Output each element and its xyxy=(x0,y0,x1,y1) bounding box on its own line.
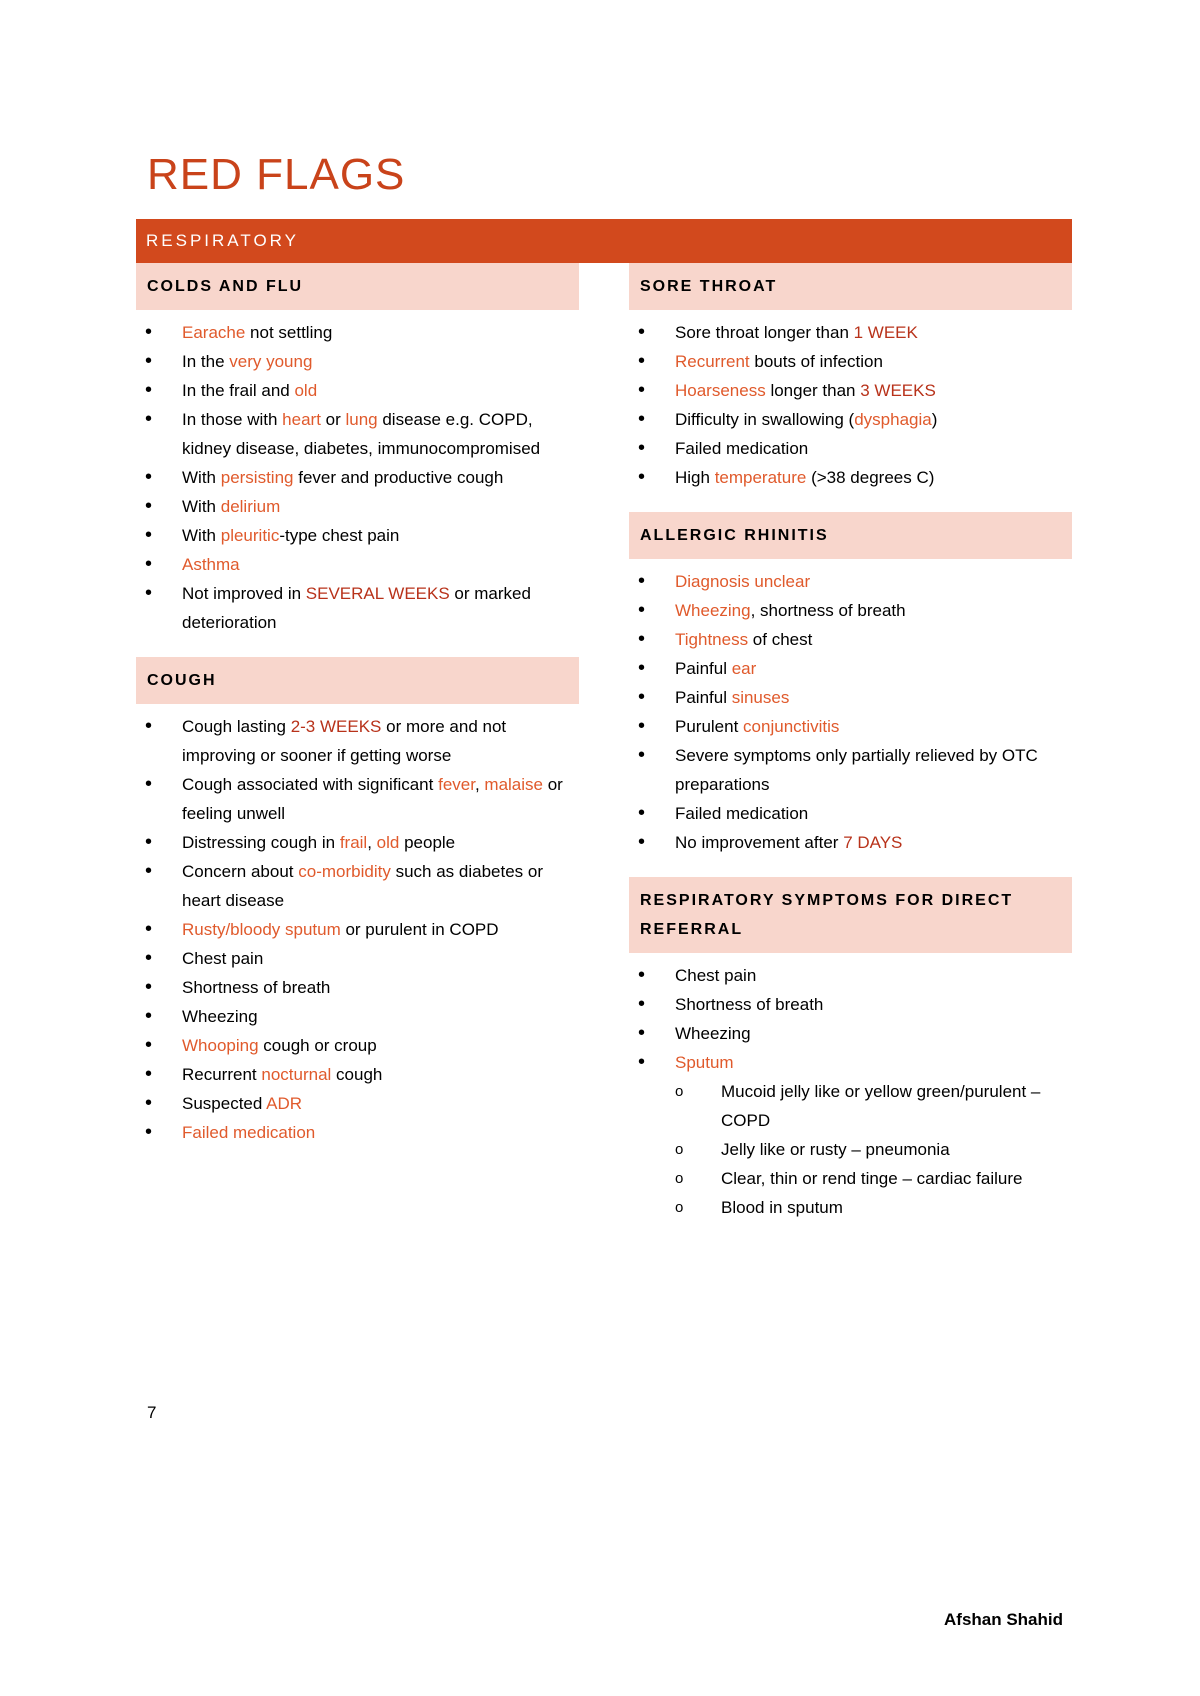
highlighted-term: Tightness xyxy=(675,630,749,649)
item-text: Distressing cough in xyxy=(182,833,340,852)
highlighted-term: 3 WEEKS xyxy=(860,381,936,400)
highlighted-term: Earache xyxy=(182,323,246,342)
colds-flu-list xyxy=(136,318,579,637)
item-text: Painful xyxy=(675,688,732,707)
highlighted-term: frail xyxy=(339,833,368,852)
item-text: Shortness of breath xyxy=(182,978,331,997)
list-item xyxy=(136,1118,579,1147)
item-text: Wheezing xyxy=(675,1024,751,1043)
list-item xyxy=(136,376,579,405)
sputum-sub-list xyxy=(675,1077,1072,1222)
item-text: not settling xyxy=(245,323,333,342)
highlighted-term: 2-3 WEEKS xyxy=(290,717,382,736)
highlighted-term: Hoarseness xyxy=(675,381,766,400)
left-column xyxy=(136,263,579,1147)
item-text: Cough associated with significant xyxy=(182,775,439,794)
list-item xyxy=(629,318,1072,347)
highlighted-term: 7 DAYS xyxy=(843,833,903,852)
item-text: In those with xyxy=(182,410,283,429)
highlighted-term: Whooping xyxy=(182,1036,259,1055)
sub-list-item: o Blood in sputum xyxy=(675,1193,1072,1222)
list-item xyxy=(629,1019,1072,1048)
item-text: -type chest pain xyxy=(279,526,400,545)
highlighted-term: nocturnal xyxy=(261,1065,332,1084)
item-text: No improvement after xyxy=(675,833,844,852)
item-text: Failed medication xyxy=(675,439,809,458)
highlighted-term: Diagnosis unclear xyxy=(675,572,811,591)
item-text: Sore throat longer than xyxy=(675,323,854,342)
list-item xyxy=(136,1060,579,1089)
item-text: With xyxy=(182,497,221,516)
item-text: people xyxy=(399,833,456,852)
item-text: fever and productive cough xyxy=(293,468,504,487)
cough-list xyxy=(136,712,579,1147)
list-item xyxy=(629,961,1072,990)
list-item xyxy=(629,347,1072,376)
list-item xyxy=(136,1031,579,1060)
list-item xyxy=(136,828,579,857)
highlighted-term: very young xyxy=(229,352,313,371)
list-item xyxy=(629,712,1072,741)
item-text: or xyxy=(320,410,346,429)
item-text: Difficulty in swallowing ( xyxy=(675,410,855,429)
item-text: Chest pain xyxy=(675,966,757,985)
list-item xyxy=(136,318,579,347)
list-item xyxy=(136,579,579,637)
item-text: High xyxy=(675,468,715,487)
list-item xyxy=(629,741,1072,799)
item-text: Wheezing xyxy=(182,1007,258,1026)
item-text: , xyxy=(474,775,485,794)
item-text: such as diabetes or heart disease xyxy=(182,862,543,910)
highlighted-term: Rusty/bloody sputum xyxy=(182,920,341,939)
list-item xyxy=(136,915,579,944)
sub-list-item: o Clear, thin or rend tinge – cardiac failure xyxy=(675,1164,1072,1193)
item-text: Chest pain xyxy=(182,949,264,968)
item-text: In the xyxy=(182,352,230,371)
item-text: Concern about xyxy=(182,862,299,881)
list-item xyxy=(136,973,579,1002)
sub-list-item: o Jelly like or rusty – pneumonia xyxy=(675,1135,1072,1164)
highlighted-term: Recurrent xyxy=(675,352,750,371)
list-item xyxy=(629,625,1072,654)
item-text: Suspected xyxy=(182,1094,267,1113)
section-heading-cough: COUGH xyxy=(136,657,579,704)
item-text: Severe symptoms only partially relieved by OTC preparations xyxy=(675,746,1038,794)
highlighted-term: 1 WEEK xyxy=(853,323,918,342)
sore-throat-list xyxy=(629,318,1072,492)
list-item xyxy=(136,712,579,770)
highlighted-term: lung xyxy=(345,410,378,429)
list-item xyxy=(629,990,1072,1019)
item-text: (>38 degrees C) xyxy=(806,468,935,487)
list-item xyxy=(136,405,579,463)
item-text: Recurrent xyxy=(182,1065,262,1084)
list-item xyxy=(136,770,579,828)
item-text: Cough lasting xyxy=(182,717,291,736)
list-item xyxy=(136,1089,579,1118)
item-text: or marked deterioration xyxy=(182,584,531,632)
highlighted-term: sinuses xyxy=(731,688,790,707)
page-number: 7 xyxy=(147,1403,157,1422)
list-item xyxy=(629,567,1072,596)
item-text: or more and not improving or sooner if getting worse xyxy=(182,717,507,765)
item-text: Shortness of breath xyxy=(675,995,824,1014)
highlighted-term: persisting xyxy=(220,468,294,487)
item-text: disease e.g. COPD, kidney disease, diabetes, immunocompromised xyxy=(182,410,541,458)
item-text: Not improved in xyxy=(182,584,306,603)
list-item xyxy=(629,828,1072,857)
item-text: of chest xyxy=(748,630,813,649)
item-text: longer than xyxy=(765,381,861,400)
highlighted-term: old xyxy=(294,381,318,400)
list-item xyxy=(136,944,579,973)
highlighted-term: heart xyxy=(282,410,321,429)
highlighted-term: Sputum xyxy=(675,1053,734,1072)
highlighted-term: SEVERAL WEEKS xyxy=(305,584,450,603)
list-item xyxy=(136,463,579,492)
list-item xyxy=(136,550,579,579)
highlighted-term: dysphagia xyxy=(854,410,932,429)
item-text: , shortness of breath xyxy=(750,601,906,620)
list-item xyxy=(629,654,1072,683)
item-text: cough or croup xyxy=(258,1036,377,1055)
sub-list-item: o Mucoid jelly like or yellow green/purulent – COPD xyxy=(675,1077,1072,1135)
highlighted-term: ear xyxy=(731,659,757,678)
list-item xyxy=(629,683,1072,712)
section-heading-colds-flu: COLDS AND FLU xyxy=(136,263,579,310)
item-text: , xyxy=(367,833,377,852)
highlighted-term: conjunctivitis xyxy=(743,717,840,736)
page-title: RED FLAGS xyxy=(147,150,406,199)
allergic-rhinitis-list xyxy=(629,567,1072,857)
item-text: With xyxy=(182,526,221,545)
list-item xyxy=(629,596,1072,625)
list-item xyxy=(629,463,1072,492)
list-item xyxy=(629,1048,1072,1222)
item-text: cough xyxy=(331,1065,383,1084)
list-item xyxy=(629,434,1072,463)
section-heading-sore-throat: SORE THROAT xyxy=(629,263,1072,310)
item-text: In the frail and xyxy=(182,381,295,400)
section-band-respiratory: RESPIRATORY xyxy=(136,219,1072,263)
list-item xyxy=(136,1002,579,1031)
list-item xyxy=(629,799,1072,828)
highlighted-term: temperature xyxy=(714,468,807,487)
direct-referral-list xyxy=(629,961,1072,1222)
section-heading-direct-referral: RESPIRATORY SYMPTOMS FOR DIRECT REFERRAL xyxy=(629,877,1072,953)
list-item xyxy=(136,347,579,376)
highlighted-term: delirium xyxy=(220,497,281,516)
highlighted-term: Failed medication xyxy=(182,1123,316,1142)
item-text: or purulent in COPD xyxy=(340,920,499,939)
list-item xyxy=(136,521,579,550)
item-text: bouts of infection xyxy=(749,352,883,371)
item-text: With xyxy=(182,468,221,487)
right-column xyxy=(629,263,1072,1222)
section-heading-allergic-rhinitis: ALLERGIC RHINITIS xyxy=(629,512,1072,559)
item-text: ) xyxy=(931,410,938,429)
highlighted-term: fever xyxy=(438,775,475,794)
item-text: Failed medication xyxy=(675,804,809,823)
highlighted-term: old xyxy=(376,833,400,852)
list-item xyxy=(629,405,1072,434)
item-text: or feeling unwell xyxy=(182,775,563,823)
list-item xyxy=(136,857,579,915)
item-text: Painful xyxy=(675,659,732,678)
highlighted-term: pleuritic xyxy=(220,526,280,545)
list-item xyxy=(629,376,1072,405)
list-item xyxy=(136,492,579,521)
highlighted-term: ADR xyxy=(266,1094,303,1113)
author-name: Afshan Shahid xyxy=(944,1610,1064,1629)
highlighted-term: co-morbidity xyxy=(298,862,391,881)
highlighted-term: Asthma xyxy=(182,555,240,574)
item-text: Purulent xyxy=(675,717,744,736)
highlighted-term: malaise xyxy=(484,775,543,794)
highlighted-term: Wheezing xyxy=(675,601,751,620)
